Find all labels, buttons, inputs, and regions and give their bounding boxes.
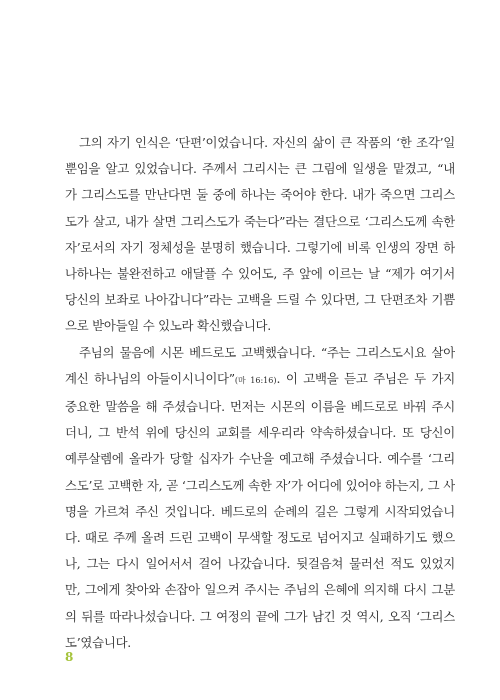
paragraph-1-line-2: 뿐임을 알고 있었습니다. 주께서 그리시는 큰 그림에 일생을 맡겼고, “내 <box>65 161 455 177</box>
paragraph-1-line-7: 당신의 보좌로 나아갑니다”라는 고백을 드릴 수 있다면, 그 단편조차 기쁨 <box>65 292 455 308</box>
paragraph-2-line-4: 더니, 그 반석 위에 당신의 교회를 세우리라 약속하셨습니다. 또 당신이 <box>65 425 455 441</box>
paragraph-2-line-2-rest: . 이 고백을 듣고 주님은 두 가지 <box>276 370 455 386</box>
paragraph-2-line-2-text: 계신 하나님의 아들이시니이다” <box>65 370 235 386</box>
paragraph-1-line-1: 그의 자기 인식은 ‘단편’이었습니다. 자신의 삶이 큰 작품의 ‘한 조각’일 <box>79 135 455 150</box>
paragraph-2-line-3: 중요한 말씀을 해 주셨습니다. 먼저는 시몬의 이름을 베드로로 바꿔 주시 <box>65 399 455 415</box>
paragraph-1-line-3: 가 그리스도를 만난다면 둘 중에 하나는 죽어야 한다. 내가 죽으면 그리스 <box>65 187 455 203</box>
paragraph-2-line-2 <box>65 366 455 394</box>
body-text <box>65 130 455 656</box>
paragraph-2-line-11: 의 뒤를 따라나섰습니다. 그 여정의 끝에 그가 남긴 것 역시, 오직 ‘그리스 <box>65 608 455 624</box>
paragraph-2-line-12: 도’였습니다. <box>65 634 131 650</box>
paragraph-1-line-5: 자’로서의 자기 정체성을 분명히 했습니다. 그렇기에 비록 인생의 장면 하 <box>65 239 455 255</box>
paragraph-2-line-6: 스도’로 고백한 자, 곧 ‘그리스도께 속한 자’가 어디에 있어야 하는지, 그 사 <box>65 477 455 493</box>
paragraph-1-line-8: 으로 받아들일 수 있노라 확신했습니다. <box>65 318 271 334</box>
page-number: 8 <box>65 650 74 664</box>
paragraph-1-line-4: 도가 살고, 내가 살면 그리스도가 죽는다”라는 결단으로 ‘그리스도께 속한 <box>65 213 455 229</box>
paragraph-2-line-9: 나, 그는 다시 일어서서 걸어 나갔습니다. 뒷걸음쳐 물러선 적도 있었지 <box>65 556 455 572</box>
paragraph-2-line-5: 예루살렘에 올라가 당할 십자가 수난을 예고해 주셨습니다. 예수를 ‘그리 <box>65 451 455 467</box>
paragraph-2-line-7: 명을 가르쳐 주신 것입니다. 베드로의 순례의 길은 그렇게 시작되었습니 <box>65 503 455 519</box>
paragraph-2-line-1: 주님의 물음에 시몬 베드로도 고백했습니다. “주는 그리스도시요 살아 <box>79 344 455 360</box>
paragraph-1-line-6: 나하나는 불완전하고 애달플 수 있어도, 주 앞에 이르는 날 “제가 여기서 <box>65 266 455 282</box>
paragraph-2-line-10: 만, 그에게 찾아와 손잡아 일으켜 주시는 주님의 은혜에 의지해 다시 그분 <box>65 582 455 598</box>
paragraph-2-line-8: 다. 때로 주께 올려 드린 고백이 무색할 정도로 넘어지고 실패하기도 했으 <box>65 530 455 546</box>
scripture-citation: (마 16:16) <box>234 375 277 385</box>
